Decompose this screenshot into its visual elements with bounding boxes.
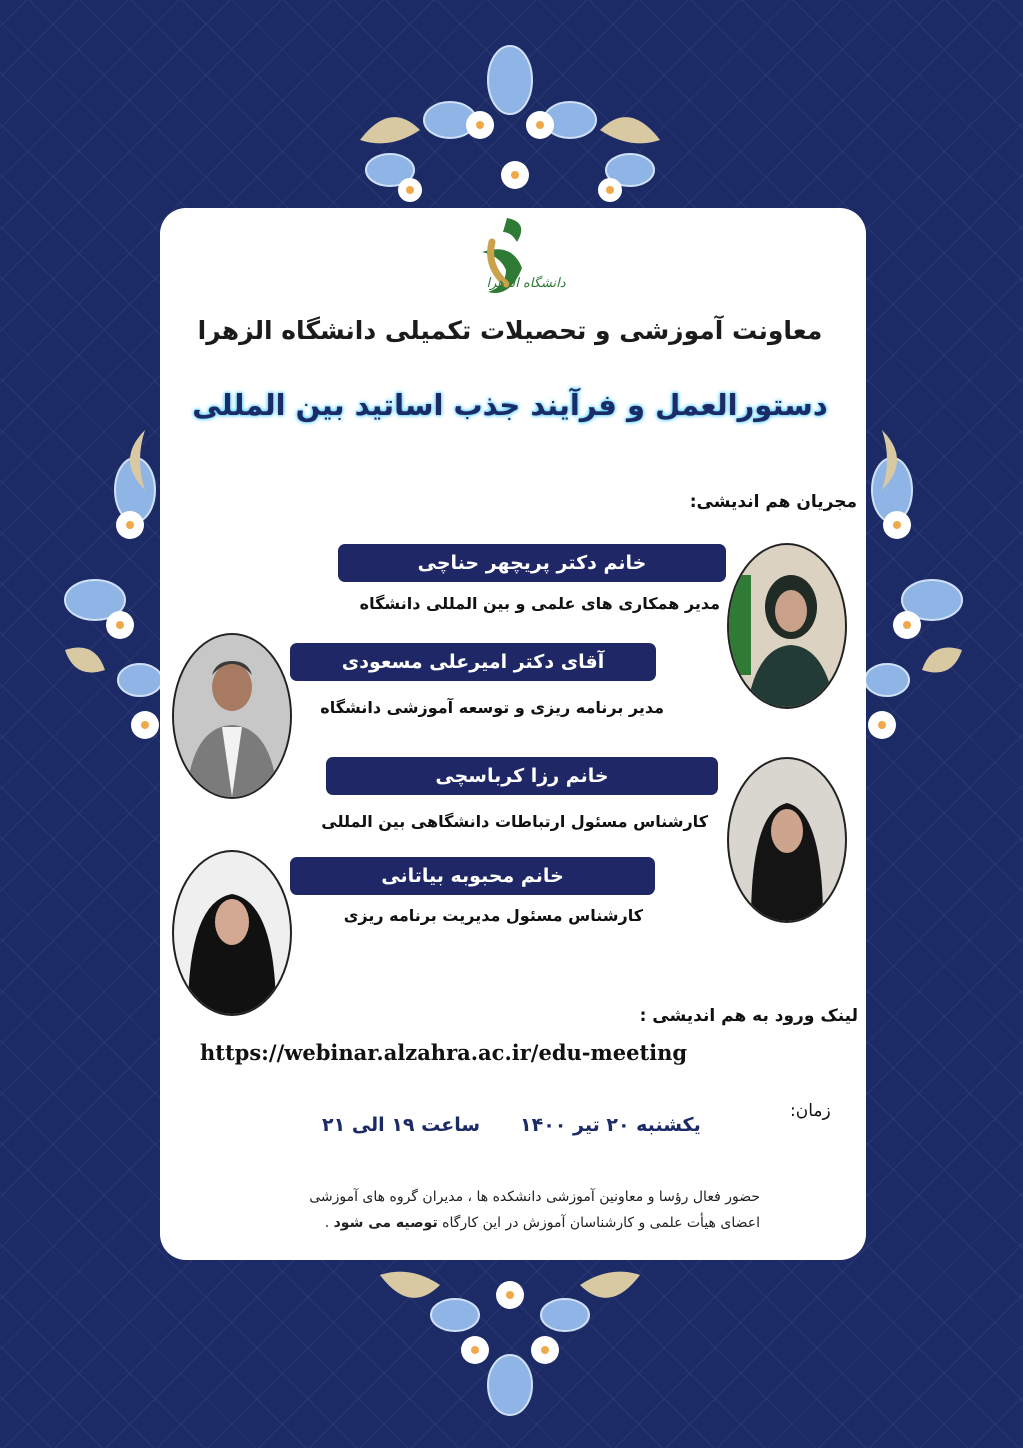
bottom-floral-ornament: [360, 1255, 660, 1425]
photo-person-2: [172, 633, 292, 799]
webinar-link[interactable]: https://webinar.alzahra.ac.ir/edu-meeting: [200, 1040, 688, 1065]
event-hour: ساعت ۱۹ الی ۲۱: [322, 1114, 481, 1136]
photo-person-3: [727, 757, 847, 923]
organization-title: معاونت آموزشی و تحصیلات تکمیلی دانشگاه الزهرا: [197, 316, 823, 345]
note-line-2-end: .: [324, 1215, 330, 1231]
attendance-note: [260, 1184, 760, 1236]
left-floral-ornament: [45, 430, 175, 810]
right-floral-ornament: [852, 430, 982, 810]
note-line-2: [260, 1210, 760, 1236]
name-bar-person-4: خانم محبوبه بیاتانی: [290, 857, 655, 895]
role-person-1: مدیر همکاری های علمی و بین المللی دانشگاه: [359, 594, 720, 613]
event-date: یکشنبه ۲۰ تیر ۱۴۰۰: [520, 1114, 701, 1136]
name-bar-person-2: آقای دکتر امیرعلی مسعودی: [290, 643, 656, 681]
top-floral-ornament: [330, 40, 690, 215]
note-line-2-start: اعضای هیأت علمی و کارشناسان آموزش در این کارگاه: [442, 1215, 760, 1231]
photo-person-4: [172, 850, 292, 1016]
time-label: زمان:: [790, 1101, 831, 1121]
note-line-1: حضور فعال رؤسا و معاونین آموزشی دانشکده ها ، مدیران گروه های آموزشی: [309, 1189, 760, 1205]
name-bar-person-1: خانم دکتر پریچهر حناچی: [338, 544, 726, 582]
logo-text: دانشگاه الزهرا: [486, 276, 566, 291]
note-line-2-bold: توصیه می شود: [333, 1215, 438, 1231]
photo-person-1: [727, 543, 847, 709]
main-title: دستورالعمل و فرآیند جذب اساتید بین المللی: [192, 388, 828, 422]
alzahra-logo-icon: [452, 212, 572, 308]
role-person-4: کارشناس مسئول مدیریت برنامه ریزی: [343, 906, 643, 925]
link-label: لینک ورود به هم اندیشی :: [639, 1006, 858, 1026]
role-person-2: مدیر برنامه ریزی و توسعه آموزشی دانشگاه: [320, 698, 664, 717]
role-person-3: کارشناس مسئول ارتباطات دانشگاهی بین المللی: [321, 812, 708, 831]
name-bar-person-3: خانم رزا کرباسچی: [326, 757, 718, 795]
moderators-label: مجریان هم اندیشی:: [689, 492, 857, 512]
